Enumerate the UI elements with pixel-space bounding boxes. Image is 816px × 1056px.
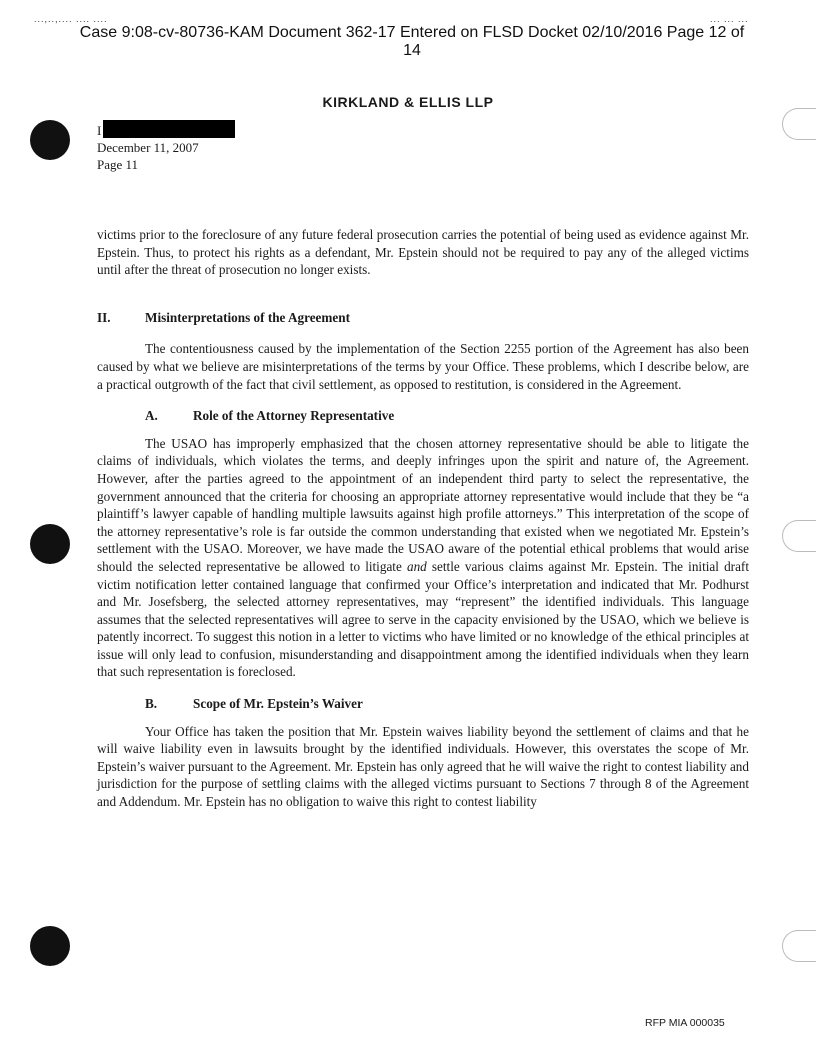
paragraph-text: The USAO has improperly emphasized that the chosen attorney representative should be able to litigate the claims of individuals, which violates the terms, and deeply infringes upon the spirit and nature of, the Agreement. However, after the parties agreed to the appointment of an independent third party to select the representative, the government announced that the criteria for choosing an appropriate attorney representative would include that they be “a plaintiff’s lawyer capable of handling multiple lawsuits against high profile attorneys.” This interpretation of the scope of the attorney representative’s role is far outside the common understanding that existed when we negotiated Mr. Epstein’s settlement with the USAO. Moreover, we have made the USAO aware of the potential ethical problems that would arise should the selected representative be allowed to litigate — [97, 435, 749, 574]
section-heading — [97, 309, 749, 327]
punch-hole-middle — [30, 524, 70, 564]
subsection-heading-b — [97, 695, 749, 713]
redaction-box — [103, 120, 235, 138]
subsection-heading-a — [97, 407, 749, 425]
scan-edge-artifact — [782, 520, 816, 552]
section-number: II. — [97, 309, 111, 325]
punch-hole-bottom — [30, 926, 70, 966]
punch-hole-top — [30, 120, 70, 160]
fax-header-right: ... ... ... — [710, 14, 749, 24]
section-paragraph: The contentiousness caused by the implementation of the Section 2255 portion of the Agreement has also been caused by what we believe are misinterpretations of the terms by your Office. These problems, which I describe below, are a practical outgrowth of the fact that civil settlement, as opposed to restitution, is considered in the Agreement. — [97, 341, 749, 392]
emphasized-word: and — [406, 558, 427, 574]
continuation-paragraph: victims prior to the foreclosure of any future federal prosecution carries the potential of being used as evidence against Mr. Epstein. Thus, to protect his rights as a defendant, Mr. Epstein should not be required to pay any of the alleged victims until after the threat of prosecution no longer exists. — [97, 227, 749, 278]
addressee-line — [97, 120, 235, 139]
paragraph-text: settle various claims against Mr. Epstein. The initial draft victim notification letter contained language that confirmed your Office’s interpretation and indicated that Mr. Podhurst and Mr. Josefsberg, the selected attorney representatives, may “represent” the identified individuals. This language assumes that the selected representatives will agree to serve in the capacity envisioned by the USAO, which we believe is patently incorrect. To suggest this notion in a letter to victims who have limited or no knowledge of the ethical principles at issue will only lead to confusion, misunderstanding and disappointment among the identified individuals when they learn that such representation is foreclosed. — [97, 558, 749, 680]
subsection-b-paragraph: Your Office has taken the position that Mr. Epstein waives liability beyond the settlement of claims and that he will waive liability even in lawsuits brought by the identified individuals. However, this overstates the scope of Mr. Epstein’s waiver pursuant to the Agreement. Mr. Epstein has only agreed that he will waive the right to contest liability and jurisdiction for the purpose of settling claims with the alleged victims pursuant to Sections 7 through 8 of the Agreement and Addendum. Mr. Epstein has no obligation to waive this right to contest liability — [97, 723, 749, 810]
letter-page-number: Page 11 — [97, 157, 139, 172]
subsection-title: Role of the Attorney Representative — [193, 408, 395, 424]
section-title: Misinterpretations of the Agreement — [145, 309, 350, 325]
addressee-initial: I — [97, 123, 102, 138]
letter-body — [97, 226, 749, 811]
scan-edge-artifact — [782, 930, 816, 962]
case-stamp-line: Case 9:08-cv-80736-KAM Document 362-17 Entered on FLSD Docket 02/10/2016 Page 12 of — [79, 24, 745, 41]
case-stamp-page-count: 14 — [403, 42, 421, 59]
subsection-letter: B. — [145, 696, 158, 712]
letter-date: December 11, 2007 — [97, 140, 199, 155]
fax-header-left: ...,..,.... .... .... — [34, 14, 108, 24]
subsection-letter: A. — [145, 408, 158, 424]
letterhead-firm-name: KIRKLAND & ELLIS LLP — [322, 94, 494, 110]
scan-edge-artifact — [782, 108, 816, 140]
letter-addressee-block — [97, 120, 235, 173]
court-filing-stamp — [62, 24, 762, 60]
bates-number: RFP MIA 000035 — [645, 1017, 725, 1029]
subsection-title: Scope of Mr. Epstein’s Waiver — [193, 696, 363, 712]
subsection-a-paragraph — [97, 435, 749, 681]
